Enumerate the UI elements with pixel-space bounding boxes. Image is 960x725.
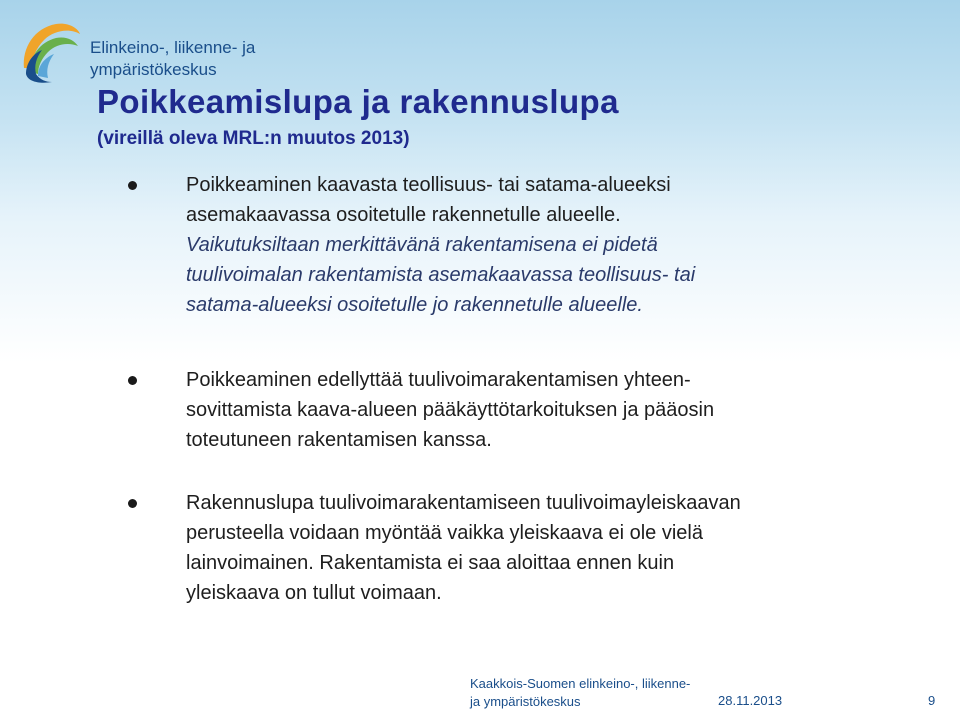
footer-page-number: 9 <box>928 693 936 708</box>
bullet-dot-icon <box>128 376 137 385</box>
footer-organization: Kaakkois-Suomen elinkeino-, liikenne- ja ympäristökeskus <box>470 676 691 709</box>
bullet-1-italic-text: Vaikutuksiltaan merkittävänä rakentamisena ei pidetä tuulivoimalan rakentamista asemakaavassa teollisuus- tai satama-alueeksi osoitetulle jo rakennetulle alueelle. <box>186 234 696 316</box>
bullet-3-text: Rakennuslupa tuulivoimarakentamiseen tuulivoimayleiskaavan perusteella voidaan myöntää vaikka yleiskaava ei ole vielä lainvoimainen. Rakentamista ei saa aloittaa ennen kuin yleiskaava on tullut voimaan. <box>186 492 741 604</box>
bullet-item-3 <box>186 488 886 608</box>
bullet-dot-icon <box>128 181 137 190</box>
slide-title: Poikkeamislupa ja rakennuslupa <box>97 83 619 120</box>
bullet-dot-icon <box>128 499 137 508</box>
bullet-item-2 <box>186 365 886 455</box>
footer-date: 28.11.2013 <box>718 693 783 708</box>
logo-line-1: Elinkeino-, liikenne- ja <box>90 38 256 57</box>
logo-line-2: ympäristökeskus <box>90 60 217 79</box>
bullet-item-1 <box>186 170 886 320</box>
bullet-2-text: Poikkeaminen edellyttää tuulivoimarakentamisen yhteen- sovittamista kaava-alueen pääkäyttötarkoituksen ja pääosin toteutuneen rakentamisen kanssa. <box>186 369 715 451</box>
slide-subtitle: (vireillä oleva MRL:n muutos 2013) <box>97 128 410 149</box>
bullet-1-text: Poikkeaminen kaavasta teollisuus- tai satama-alueeksi asemakaavassa osoitetulle rakennetulle alueelle. <box>186 174 671 226</box>
